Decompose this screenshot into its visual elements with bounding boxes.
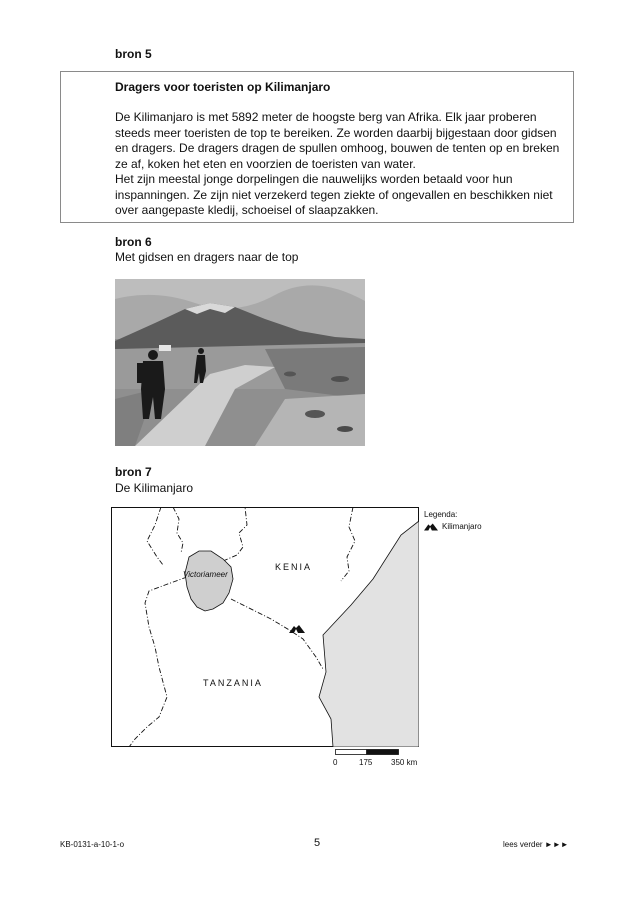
- country-label-tanzania: TANZANIA: [203, 678, 263, 688]
- bron5-body: [115, 110, 565, 219]
- scale-bar: [335, 749, 399, 756]
- scale-label-175: 175: [359, 758, 373, 767]
- bron6-label: bron 6: [115, 235, 152, 249]
- page-number: 5: [314, 837, 321, 849]
- legend-item-label: Kilimanjaro: [442, 522, 482, 531]
- scale-label-350: 350 km: [391, 758, 418, 767]
- kilimanjaro-legend-icon: [424, 523, 438, 531]
- kilimanjaro-photo: [115, 279, 365, 446]
- bron5-label: bron 5: [115, 47, 152, 61]
- country-label-kenia: KENIA: [275, 562, 313, 572]
- legend-title: Legenda:: [424, 510, 458, 519]
- bron7-label: bron 7: [115, 465, 152, 479]
- bron5-textbox: [60, 71, 574, 223]
- next-page-link: lees verder ►►►: [503, 840, 569, 849]
- legend-item: [424, 522, 482, 531]
- bron5-paragraph-2: Het zijn meestal jonge dorpelingen die nauwelijks worden betaald voor hun inspanningen. Ze zijn niet verzekerd tegen ziekte of ongevallen en beschikken niet over aangepaste kledij, schoeisel of slaapzakken.: [115, 172, 553, 217]
- bron5-title: Dragers voor toeristen op Kilimanjaro: [115, 80, 331, 94]
- bron5-paragraph-1: De Kilimanjaro is met 5892 meter de hoogste berg van Afrika. Elk jaar proberen steeds meer toeristen de top te bereiken. Ze worden daarbij bijgestaan door gidsen en dragers. De dragers dragen de spullen omhoog, bouwen de tenten op en breken ze af, koken het eten en voorzien de toeristen van water.: [115, 110, 560, 171]
- footer-code: KB-0131-a-10-1-o: [60, 840, 125, 849]
- kilimanjaro-map: [111, 507, 419, 747]
- bron6-caption: Met gidsen en dragers naar de top: [115, 250, 299, 264]
- bron7-caption: De Kilimanjaro: [115, 481, 194, 495]
- lake-label: Victoriameer: [183, 570, 228, 579]
- scale-label-0: 0: [333, 758, 338, 767]
